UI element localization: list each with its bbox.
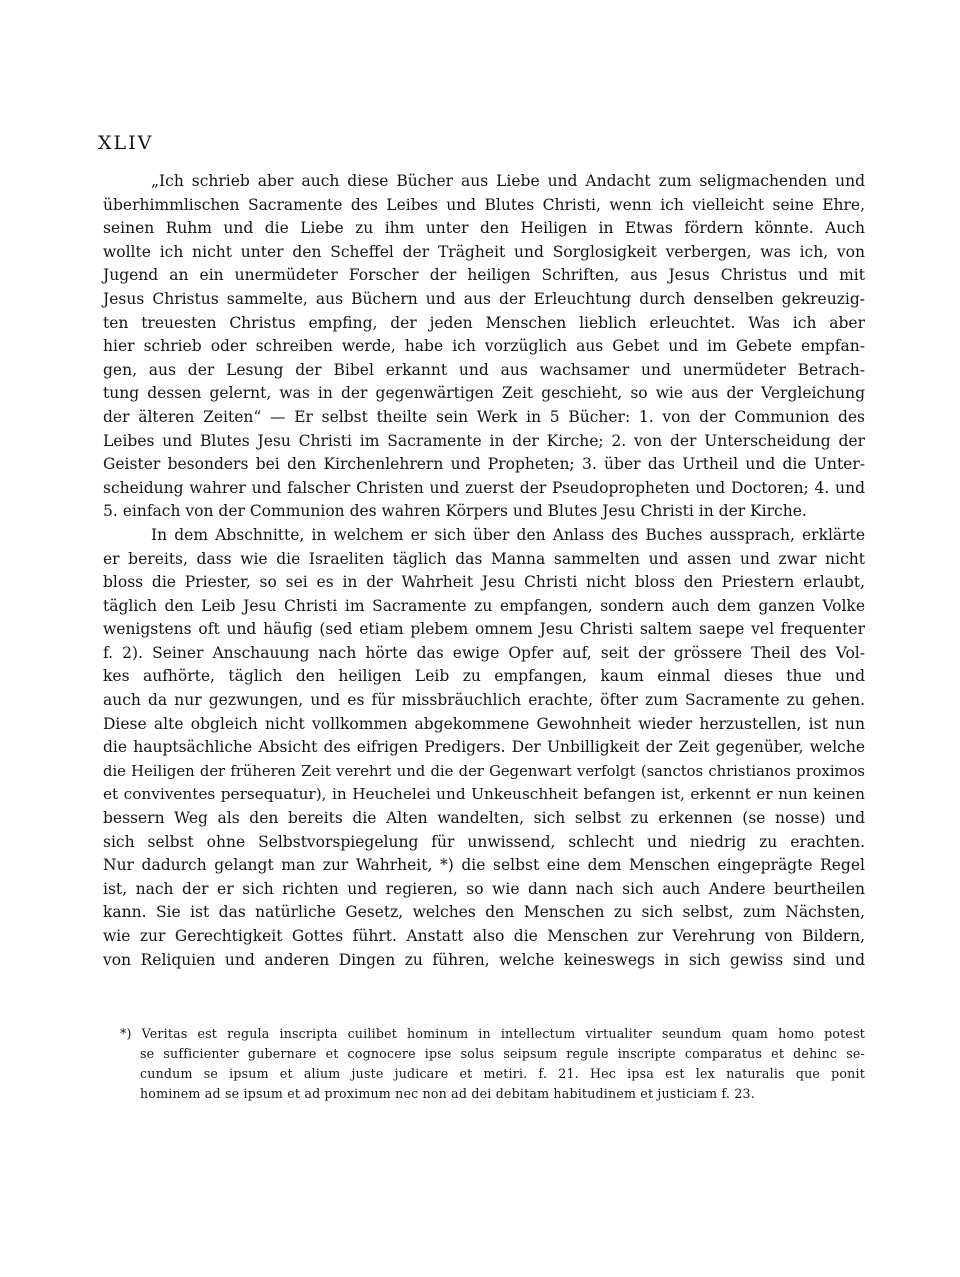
text-line: kann. Sie ist das natürliche Gesetz, welches den Menschen zu sich selbst, zum Nächsten, bbox=[103, 903, 865, 922]
text-line: sich selbst ohne Selbstvorspiegelung für unwissend, schlecht und niedrig zu erachten. bbox=[103, 832, 865, 851]
footnote-line: hominem ad se ipsum et ad proximum nec non ad dei debitam habitudinem et justiciam f. 23. bbox=[140, 1086, 755, 1101]
text-line: wenigstens oft und häufig (sed etiam plebem omnem Jesu Christi saltem saepe vel frequenter bbox=[103, 620, 865, 639]
text-line: gen, aus der Lesung der Bibel erkannt und aus wachsamer und unermüdeter Betrach- bbox=[103, 360, 865, 379]
text-line: wie zur Gerechtigkeit Gottes führt. Anstatt also die Menschen zur Verehrung von Bildern, bbox=[103, 927, 865, 945]
text-line: 5. einfach von der Communion des wahren Körpers und Blutes Jesu Christi in der Kirche. bbox=[103, 502, 807, 521]
body-text bbox=[103, 170, 865, 972]
text-line: er bereits, dass wie die Israeliten täglich das Manna sammelten und assen und zwar nicht bbox=[103, 549, 865, 568]
text-line: tung dessen gelernt, was in der gegenwärtigen Zeit geschieht, so wie aus der Vergleichung bbox=[103, 384, 865, 403]
text-line: In dem Abschnitte, in welchem er sich über den Anlass des Buches aussprach, erklärte bbox=[151, 525, 865, 544]
text-line: bloss die Priester, so sei es in der Wahrheit Jesu Christi nicht bloss den Priestern erlaubt, bbox=[103, 573, 865, 592]
text-line: täglich den Leib Jesu Christi im Sacramente zu empfangen, sondern auch dem ganzen Volke bbox=[103, 596, 865, 615]
footnote bbox=[120, 1024, 865, 1104]
text-line: Diese alte obgleich nicht vollkommen abgekommene Gewohnheit wieder herzustellen, ist nun bbox=[103, 714, 865, 733]
footnote-line: se sufficienter gubernare et cognocere ipse solus seipsum regule inscripte comparatus et dehinc se- bbox=[140, 1046, 865, 1061]
text-line: et conviventes persequatur), in Heuchelei und Unkeuschheit befangen ist, erkennt er nun keinen bbox=[103, 785, 865, 804]
text-line: seinen Ruhm und die Liebe zu ihm unter den Heiligen in Etwas fördern könnte. Auch bbox=[103, 219, 865, 238]
text-line: Nur dadurch gelangt man zur Wahrheit, *) die selbst eine dem Menschen eingeprägte Regel bbox=[103, 856, 865, 875]
text-line: die hauptsächliche Absicht des eifrigen Predigers. Der Unbilligkeit der Zeit gegenüber, welche bbox=[103, 738, 865, 757]
text-line: „Ich schrieb aber auch diese Bücher aus Liebe und Andacht zum seligmachenden und bbox=[151, 172, 865, 190]
text-line: f. 2). Seiner Anschauung nach hörte das ewige Opfer auf, seit der grössere Theil des Vol- bbox=[103, 643, 865, 662]
text-line: die Heiligen der früheren Zeit verehrt und die der Gegenwart verfolgt (sanctos christianos proximos bbox=[103, 762, 865, 780]
text-line: Leibes und Blutes Jesu Christi im Sacramente in der Kirche; 2. von der Unterscheidung der bbox=[103, 431, 865, 450]
text-line: Geister besonders bei den Kirchenlehrern und Propheten; 3. über das Urtheil und die Unter- bbox=[103, 455, 865, 474]
text-line: wollte ich nicht unter den Scheffel der Trägheit und Sorglosigkeit verbergen, was ich, von bbox=[103, 242, 865, 261]
text-line: Jugend an ein unermüdeter Forscher der heiligen Schriften, aus Jesus Christus und mit bbox=[103, 266, 865, 285]
footnote-line: cundum se ipsum et alium juste judicare et metiri. f. 21. Hec ipsa est lex naturalis que ponit bbox=[140, 1066, 865, 1081]
text-line: auch da nur gezwungen, und es für missbräuchlich erachte, öfter zum Sacramente zu gehen. bbox=[103, 691, 865, 710]
text-line: Jesus Christus sammelte, aus Büchern und aus der Erleuchtung durch denselben gekreuzig- bbox=[103, 289, 865, 308]
text-line: von Reliquien und anderen Dingen zu führen, welche keineswegs in sich gewiss sind und bbox=[103, 950, 865, 969]
text-line: überhimmlischen Sacramente des Leibes und Blutes Christi, wenn ich vielleicht seine Ehre, bbox=[103, 195, 865, 214]
text-line: ist, nach der er sich richten und regieren, so wie dann nach sich auch Andere beurtheilen bbox=[103, 879, 865, 898]
text-line: kes aufhörte, täglich den heiligen Leib zu empfangen, kaum einmal dieses thue und bbox=[103, 667, 865, 686]
page-number: XLIV bbox=[98, 132, 154, 154]
text-line: scheidung wahrer und falscher Christen und zuerst der Pseudopropheten und Doctoren; 4. und bbox=[103, 478, 865, 497]
text-line: bessern Weg als den bereits die Alten wandelten, sich selbst zu erkennen (se nosse) und bbox=[103, 809, 865, 828]
footnote-line: *) Veritas est regula inscripta cuilibet hominum in intellectum virtualiter seundum quam homo potest bbox=[120, 1026, 865, 1041]
text-line: der älteren Zeiten“ — Er selbst theilte sein Werk in 5 Bücher: 1. von der Communion des bbox=[103, 407, 865, 426]
text-line: hier schrieb oder schreiben werde, habe ich vorzüglich aus Gebet und im Gebete empfan- bbox=[103, 337, 865, 356]
text-line: ten treuesten Christus empfing, der jeden Menschen lieblich erleuchtet. Was ich aber bbox=[103, 313, 865, 332]
